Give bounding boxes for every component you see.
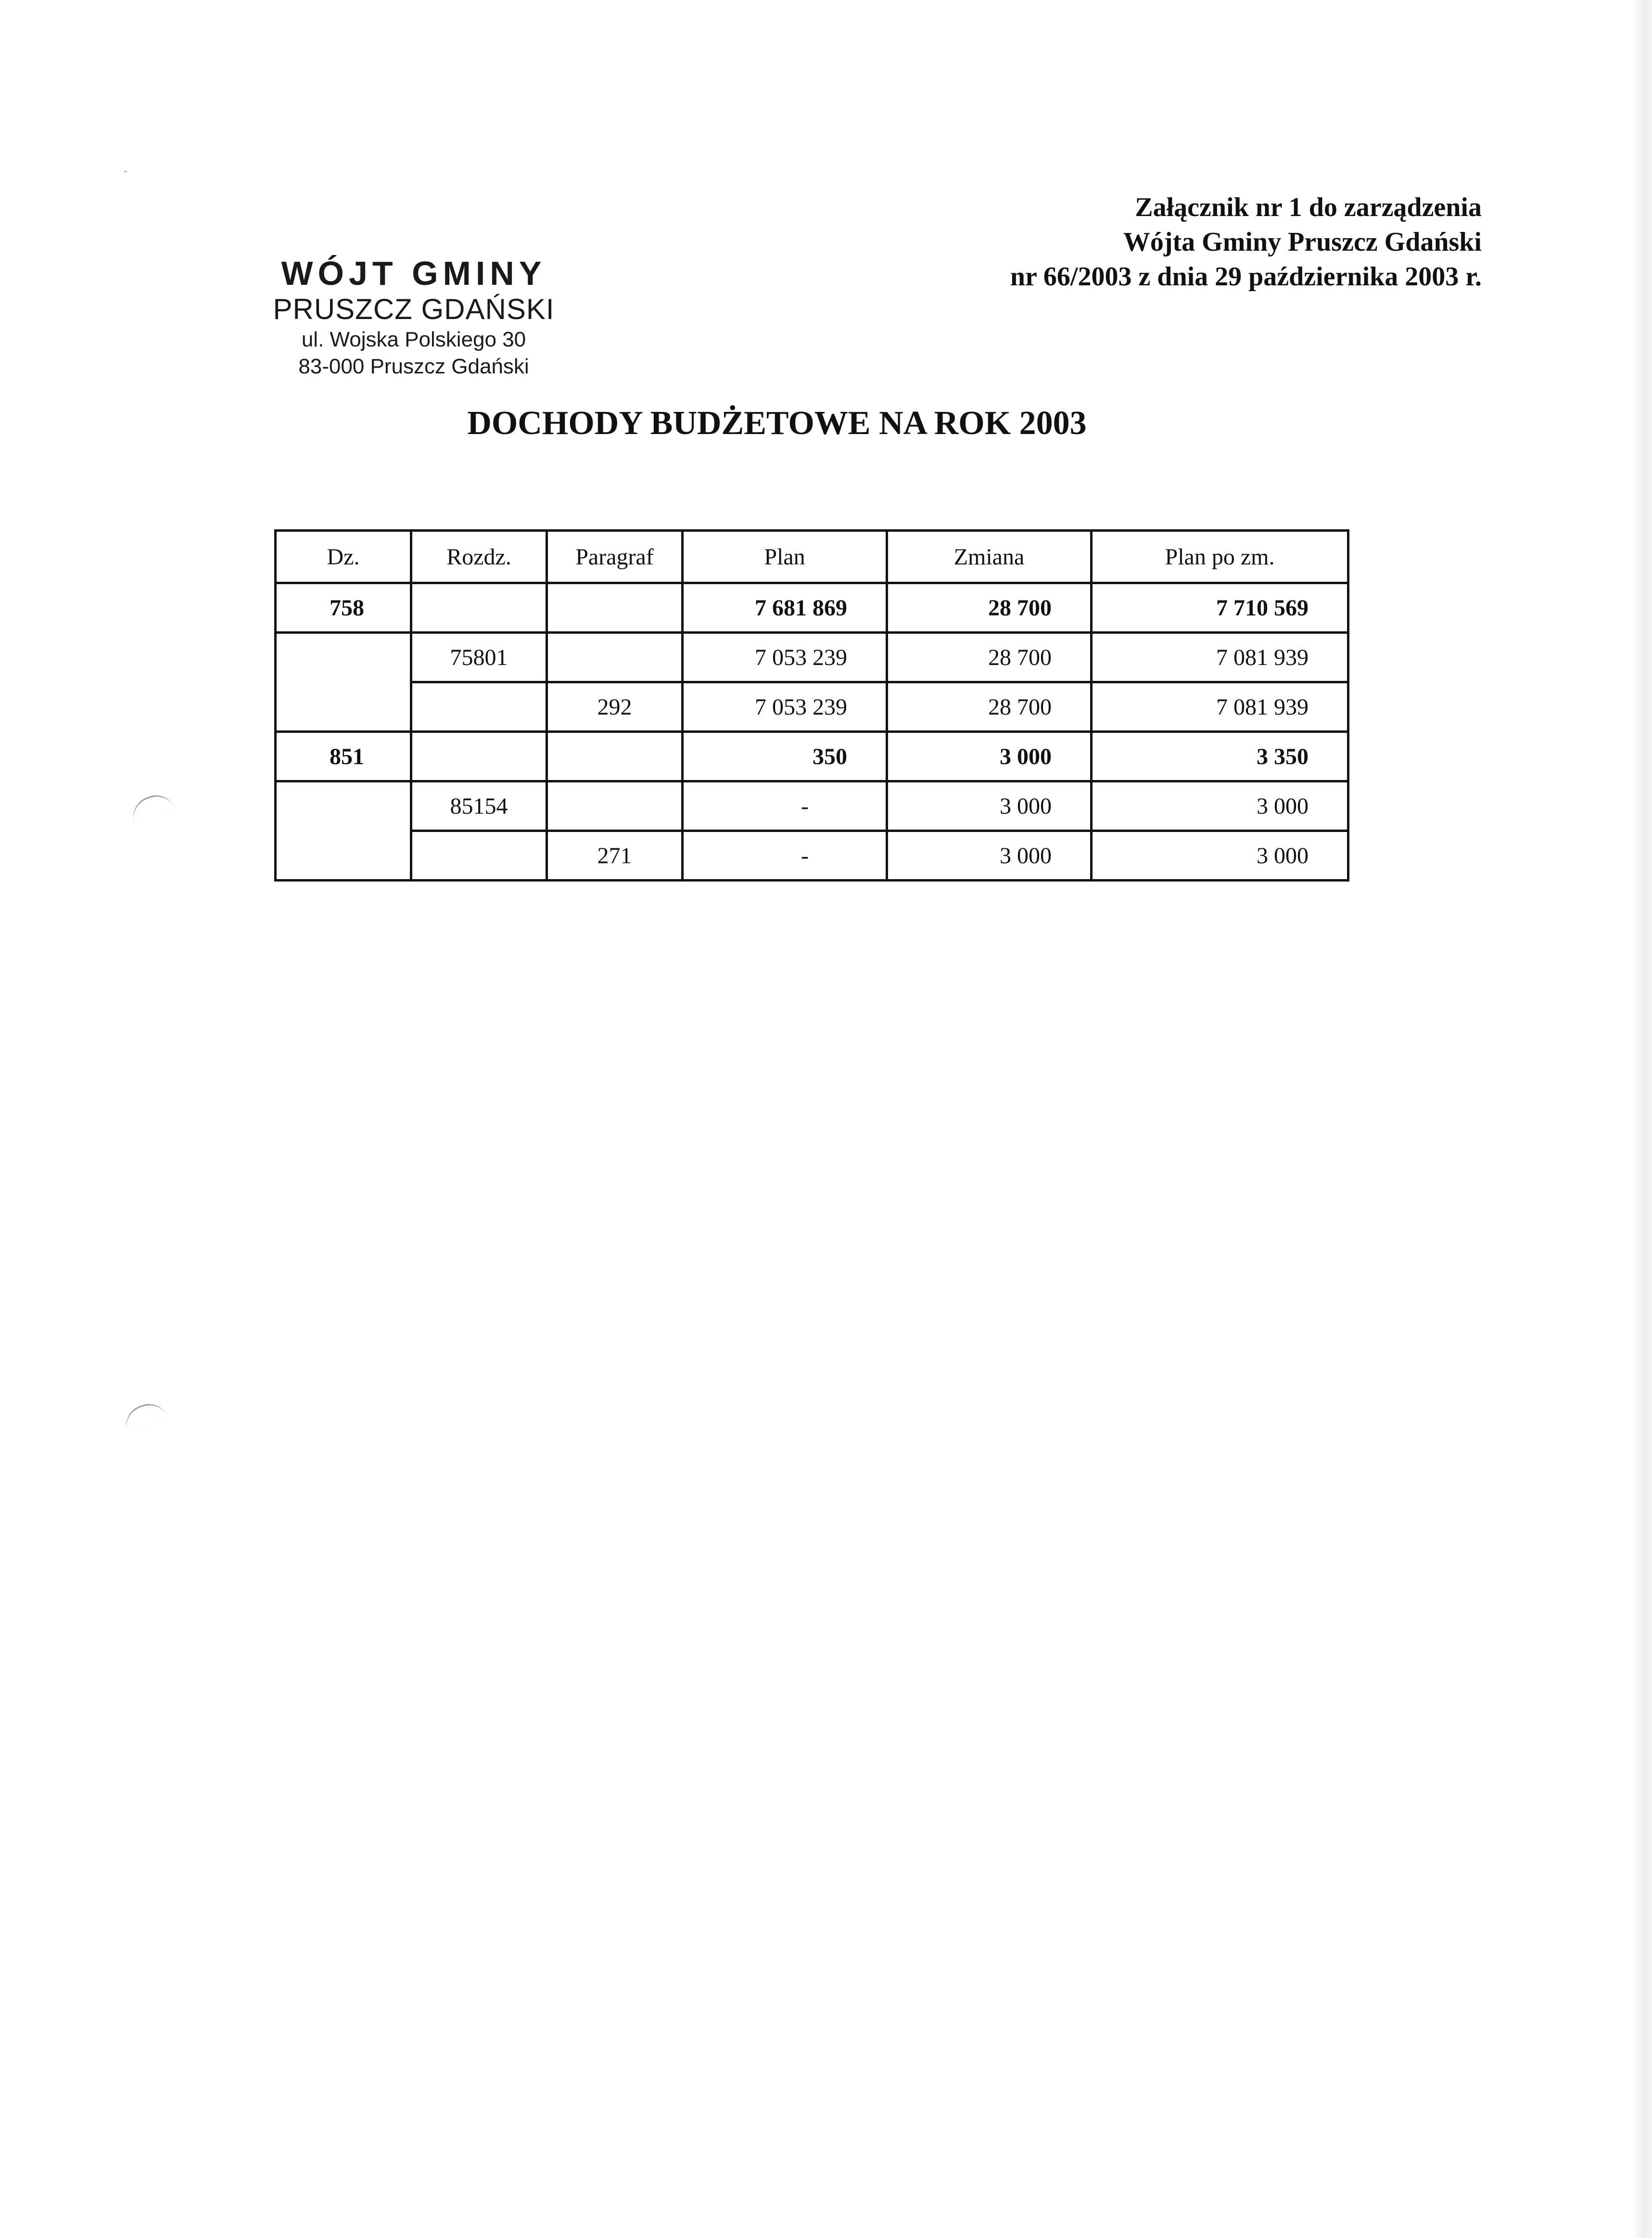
- cell-zmiana: 28 700: [887, 682, 1092, 732]
- cell-zmiana: 3 000: [887, 732, 1092, 781]
- attachment-line-2: Wójta Gminy Pruszcz Gdański: [1123, 227, 1482, 257]
- punch-hole-mark-lower: [120, 1398, 168, 1432]
- cell-paragraf: [547, 583, 683, 633]
- header-plan-po-zm: Plan po zm.: [1092, 531, 1348, 583]
- table-header-row: [276, 531, 1348, 583]
- stamp-postal-city: 83-000 Pruszcz Gdański: [298, 355, 529, 378]
- cell-zmiana: 28 700: [887, 633, 1092, 682]
- cell-dz: 758: [276, 583, 411, 633]
- cell-plan-po-zm: 3 000: [1092, 831, 1348, 881]
- header-rozdz: Rozdz.: [411, 531, 547, 583]
- cell-paragraf: [547, 633, 683, 682]
- attachment-header: [895, 190, 1482, 294]
- cell-rozdz: [411, 732, 547, 781]
- stamp-street: ul. Wojska Polskiego 30: [301, 328, 526, 351]
- scan-speck: [124, 171, 127, 172]
- cell-dz: [276, 781, 411, 881]
- stamp-title: WÓJT GMINY: [281, 255, 546, 292]
- cell-paragraf: 271: [547, 831, 683, 881]
- table-row: [276, 583, 1348, 633]
- table-row: [276, 682, 1348, 732]
- cell-paragraf: [547, 732, 683, 781]
- table-row: [276, 781, 1348, 831]
- attachment-line-3: nr 66/2003 z dnia 29 października 2003 r.: [1010, 262, 1482, 292]
- cell-paragraf: 292: [547, 682, 683, 732]
- cell-plan: -: [683, 781, 887, 831]
- header-plan: Plan: [683, 531, 887, 583]
- header-paragraf: Paragraf: [547, 531, 683, 583]
- cell-plan: -: [683, 831, 887, 881]
- cell-plan: 7 053 239: [683, 633, 887, 682]
- cell-paragraf: [547, 781, 683, 831]
- cell-plan-po-zm: 7 081 939: [1092, 633, 1348, 682]
- punch-hole-mark-upper: [127, 790, 175, 824]
- cell-rozdz: [411, 583, 547, 633]
- cell-plan-po-zm: 3 000: [1092, 781, 1348, 831]
- cell-rozdz: 85154: [411, 781, 547, 831]
- cell-rozdz: [411, 682, 547, 732]
- cell-plan-po-zm: 3 350: [1092, 732, 1348, 781]
- cell-plan: 350: [683, 732, 887, 781]
- cell-rozdz: [411, 831, 547, 881]
- cell-plan-po-zm: 7 710 569: [1092, 583, 1348, 633]
- cell-plan: 7 681 869: [683, 583, 887, 633]
- mayor-stamp: [260, 254, 568, 380]
- stamp-municipality: PRUSZCZ GDAŃSKI: [273, 293, 555, 325]
- header-zmiana: Zmiana: [887, 531, 1092, 583]
- table-row: [276, 633, 1348, 682]
- cell-zmiana: 3 000: [887, 781, 1092, 831]
- table-row: [276, 732, 1348, 781]
- cell-zmiana: 3 000: [887, 831, 1092, 881]
- cell-zmiana: 28 700: [887, 583, 1092, 633]
- cell-dz: 851: [276, 732, 411, 781]
- document-title: DOCHODY BUDŻETOWE NA ROK 2003: [467, 405, 1087, 442]
- table-row: [276, 831, 1348, 881]
- header-dz: Dz.: [276, 531, 411, 583]
- cell-plan-po-zm: 7 081 939: [1092, 682, 1348, 732]
- cell-plan: 7 053 239: [683, 682, 887, 732]
- cell-dz: [276, 633, 411, 732]
- budget-table: [274, 529, 1349, 882]
- scan-edge: [1633, 0, 1652, 2238]
- cell-rozdz: 75801: [411, 633, 547, 682]
- attachment-line-1: Załącznik nr 1 do zarządzenia: [1135, 192, 1482, 222]
